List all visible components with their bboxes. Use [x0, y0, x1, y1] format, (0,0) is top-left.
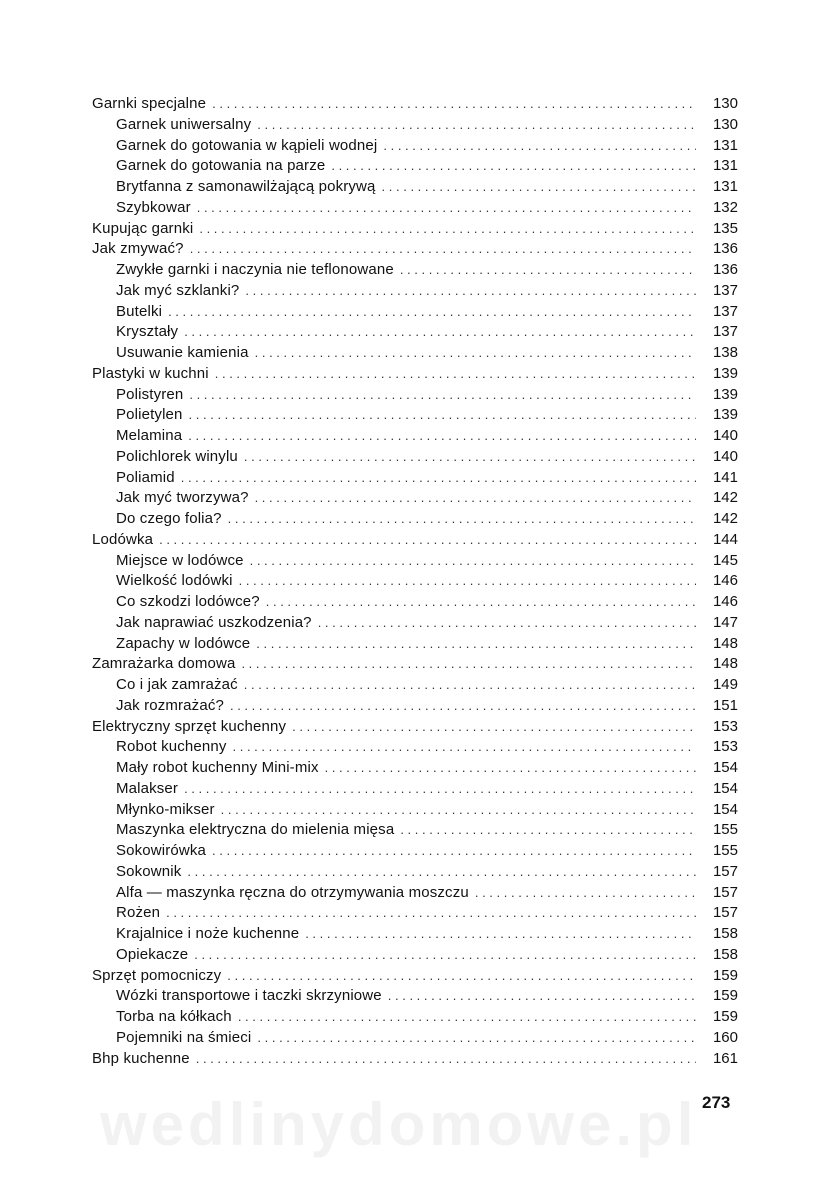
dot-leader: [184, 779, 696, 800]
dot-leader: [305, 924, 696, 945]
toc-subentry: [92, 322, 738, 343]
toc-entry-page: 131: [712, 136, 738, 154]
dot-leader: [241, 654, 696, 675]
toc-subentry: [92, 260, 738, 281]
toc-entry-page: 154: [712, 779, 738, 797]
toc-entry-title: Elektryczny sprzęt kuchenny: [92, 717, 287, 735]
toc-entry-title: Garnek do gotowania na parze: [116, 157, 326, 175]
toc-subentry: [92, 903, 738, 924]
toc-entry-title: Jak zmywać?: [92, 240, 184, 258]
dot-leader: [233, 737, 696, 758]
toc-entry-page: 153: [712, 717, 738, 735]
dot-leader: [194, 945, 696, 966]
toc-subentry: [92, 800, 738, 821]
toc-entry-title: Zwykłe garnki i naczynia nie teflonowane: [116, 261, 394, 278]
dot-leader: [230, 696, 696, 717]
toc-entry: [92, 717, 738, 738]
dot-leader: [250, 551, 696, 572]
dot-leader: [238, 1007, 696, 1028]
dot-leader: [257, 115, 696, 136]
toc-entry-page: 131: [712, 178, 738, 195]
toc-entry-page: 147: [712, 613, 738, 631]
page-number: 273: [702, 1093, 731, 1112]
toc-subentry: [92, 136, 738, 157]
toc-entry-title: Kupując garnki: [92, 219, 194, 237]
toc-entry-page: 131: [712, 157, 738, 175]
toc-entry-page: 132: [712, 198, 738, 216]
toc-entry-title: Polichlorek winylu: [116, 447, 238, 465]
dot-leader: [227, 966, 696, 987]
toc-entry-page: 146: [712, 593, 738, 610]
dot-leader: [197, 198, 696, 219]
toc-entry-page: 151: [712, 696, 738, 714]
dot-leader: [239, 571, 696, 592]
dot-leader: [255, 488, 696, 509]
toc-entry-title: Torba na kółkach: [116, 1008, 232, 1025]
toc-subentry: [92, 634, 738, 655]
dot-leader: [212, 841, 696, 862]
toc-subentry: [92, 924, 738, 945]
dot-leader: [188, 426, 696, 447]
toc-entry-page: 139: [712, 385, 738, 403]
toc-entry-page: 158: [712, 945, 738, 963]
dot-leader: [382, 177, 696, 198]
toc-entry-page: 159: [712, 966, 738, 984]
dot-leader: [388, 986, 696, 1007]
toc-subentry: [92, 405, 738, 426]
toc-entry-title: Co szkodzi lodówce?: [116, 593, 260, 610]
dot-leader: [189, 385, 696, 406]
toc-entry-title: Jak rozmrażać?: [116, 696, 224, 714]
dot-leader: [266, 592, 696, 613]
toc-entry-page: 130: [712, 115, 738, 133]
dot-leader: [228, 509, 696, 530]
toc-entry-title: Garnek do gotowania w kąpieli wodnej: [116, 136, 378, 154]
toc-entry-title: Zamrażarka domowa: [92, 655, 236, 673]
toc-entry-page: 139: [712, 406, 738, 424]
toc-entry-title: Opiekacze: [116, 945, 189, 963]
toc-subentry: [92, 426, 738, 447]
dot-leader: [166, 903, 696, 924]
toc-entry-page: 149: [712, 676, 738, 693]
toc-entry-page: 140: [712, 427, 738, 444]
toc-entry-title: Garnki specjalne: [92, 95, 207, 112]
toc-entry: [92, 654, 738, 675]
toc-entry-title: Sokowirówka: [116, 842, 207, 859]
dot-leader: [383, 136, 696, 157]
toc-entry: [92, 364, 738, 385]
toc-entry-title: Poliamid: [116, 468, 175, 486]
toc-subentry: [92, 779, 738, 800]
toc-entry-title: Zapachy w lodówce: [116, 634, 251, 652]
toc-entry: [92, 219, 738, 240]
toc-entry-page: 141: [712, 468, 738, 486]
toc-entry-page: 137: [712, 281, 738, 299]
toc-entry-title: Polietylen: [116, 406, 183, 424]
dot-leader: [325, 758, 696, 779]
dot-leader: [199, 219, 696, 240]
dot-leader: [292, 717, 696, 738]
toc-entry-page: 145: [712, 551, 738, 569]
toc-subentry: [92, 115, 738, 136]
toc-entry-page: 154: [712, 759, 738, 776]
toc-subentry: [92, 509, 738, 530]
toc-entry-page: 136: [712, 240, 738, 258]
dot-leader: [400, 820, 696, 841]
toc-entry-title: Lodówka: [92, 530, 154, 548]
dot-leader: [181, 468, 696, 489]
dot-leader: [212, 94, 696, 115]
toc-entry-page: 157: [712, 883, 738, 901]
toc-subentry: [92, 592, 738, 613]
toc-entry-title: Jak myć szklanki?: [116, 281, 240, 299]
toc-entry-page: 136: [712, 261, 738, 278]
dot-leader: [187, 862, 696, 883]
dot-leader: [255, 343, 696, 364]
toc-entry-page: 161: [712, 1049, 738, 1067]
toc-subentry: [92, 156, 738, 177]
toc-entry-title: Wózki transportowe i taczki skrzyniowe: [116, 987, 382, 1005]
watermark: wedlinydomowe.pl: [100, 1091, 698, 1158]
toc-entry-page: 155: [712, 821, 738, 839]
toc-entry: [92, 966, 738, 987]
toc-entry-title: Kryształy: [116, 323, 179, 341]
toc-entry-page: 138: [712, 344, 738, 361]
toc-entry-title: Jak naprawiać uszkodzenia?: [116, 613, 312, 631]
dot-leader: [400, 260, 696, 281]
toc-entry-title: Usuwanie kamienia: [116, 344, 249, 361]
toc-subentry: [92, 758, 738, 779]
toc-entry: [92, 94, 738, 115]
toc-subentry: [92, 986, 738, 1007]
toc-entry-title: Bhp kuchenne: [92, 1049, 190, 1067]
toc-entry-title: Plastyki w kuchni: [92, 364, 209, 382]
toc-entry-title: Młynko-mikser: [116, 800, 215, 818]
toc-subentry: [92, 1028, 738, 1049]
toc-entry-title: Szybkowar: [116, 198, 191, 216]
dot-leader: [189, 405, 696, 426]
toc-entry-title: Do czego folia?: [116, 510, 222, 527]
toc-entry-title: Rożen: [116, 904, 161, 922]
toc-subentry: [92, 488, 738, 509]
dot-leader: [256, 634, 696, 655]
toc-entry-title: Butelki: [116, 302, 163, 320]
toc-subentry: [92, 302, 738, 323]
toc-subentry: [92, 571, 738, 592]
toc-subentry: [92, 613, 738, 634]
toc-entry-title: Miejsce w lodówce: [116, 551, 244, 569]
toc-subentry: [92, 862, 738, 883]
toc-entry-title: Sprzęt pomocniczy: [92, 966, 222, 984]
toc-subentry: [92, 198, 738, 219]
toc-entry-title: Polistyren: [116, 385, 184, 403]
toc-entry-page: 157: [712, 904, 738, 922]
toc-entry-title: Krajalnice i noże kuchenne: [116, 925, 300, 942]
toc-entry-title: Wielkość lodówki: [116, 572, 233, 590]
toc-subentry: [92, 737, 738, 758]
toc-entry-title: Alfa — maszynka ręczna do otrzymywania moszczu: [116, 883, 469, 901]
toc-entry-page: 155: [712, 842, 738, 859]
toc-entry-title: Brytfanna z samonawilżającą pokrywą: [116, 178, 376, 195]
toc-entry-title: Sokownik: [116, 862, 182, 880]
toc-entry-page: 137: [712, 323, 738, 341]
toc-entry-title: Jak myć tworzywa?: [116, 489, 249, 507]
dot-leader: [190, 239, 696, 260]
toc-entry-page: 159: [712, 1008, 738, 1025]
toc-entry-page: 153: [712, 738, 738, 756]
toc-entry-page: 144: [712, 530, 738, 548]
toc-entry-page: 130: [712, 95, 738, 112]
dot-leader: [215, 364, 696, 385]
toc-subentry: [92, 177, 738, 198]
toc-subentry: [92, 468, 738, 489]
toc-subentry: [92, 841, 738, 862]
toc-subentry: [92, 675, 738, 696]
dot-leader: [318, 613, 696, 634]
dot-leader: [168, 302, 696, 323]
dot-leader: [196, 1049, 696, 1070]
toc-entry-page: 142: [712, 489, 738, 507]
toc-entry-title: Pojemniki na śmieci: [116, 1028, 252, 1046]
toc-subentry: [92, 447, 738, 468]
table-of-contents: [92, 94, 738, 1069]
toc-entry: [92, 530, 738, 551]
toc-entry-page: 142: [712, 510, 738, 527]
toc-entry-page: 160: [712, 1028, 738, 1046]
dot-leader: [331, 156, 696, 177]
toc-subentry: [92, 385, 738, 406]
toc-entry-title: Co i jak zamrażać: [116, 676, 238, 693]
toc-entry-page: 137: [712, 302, 738, 320]
toc-entry-title: Melamina: [116, 427, 183, 444]
toc-entry-title: Malakser: [116, 779, 179, 797]
toc-subentry: [92, 551, 738, 572]
toc-entry-page: 159: [712, 987, 738, 1005]
dot-leader: [159, 530, 696, 551]
dot-leader: [475, 883, 696, 904]
dot-leader: [244, 447, 696, 468]
toc-entry-title: Garnek uniwersalny: [116, 115, 252, 133]
toc-entry-title: Maszynka elektryczna do mielenia mięsa: [116, 821, 395, 839]
toc-entry-page: 157: [712, 862, 738, 880]
toc-subentry: [92, 945, 738, 966]
toc-entry-page: 148: [712, 655, 738, 673]
dot-leader: [244, 675, 696, 696]
toc-entry-page: 146: [712, 572, 738, 590]
toc-subentry: [92, 820, 738, 841]
toc-subentry: [92, 281, 738, 302]
toc-entry: [92, 239, 738, 260]
dot-leader: [221, 800, 696, 821]
toc-entry-page: 140: [712, 447, 738, 465]
dot-leader: [184, 322, 696, 343]
toc-entry-page: 135: [712, 219, 738, 237]
toc-entry-page: 139: [712, 364, 738, 382]
toc-entry-page: 158: [712, 925, 738, 942]
toc-entry-page: 148: [712, 634, 738, 652]
toc-subentry: [92, 883, 738, 904]
toc-entry-title: Mały robot kuchenny Mini-mix: [116, 759, 319, 776]
toc-subentry: [92, 1007, 738, 1028]
dot-leader: [245, 281, 696, 302]
toc-entry-title: Robot kuchenny: [116, 738, 227, 756]
toc-subentry: [92, 343, 738, 364]
toc-entry: [92, 1049, 738, 1070]
dot-leader: [257, 1028, 696, 1049]
toc-subentry: [92, 696, 738, 717]
toc-entry-page: 154: [712, 800, 738, 818]
